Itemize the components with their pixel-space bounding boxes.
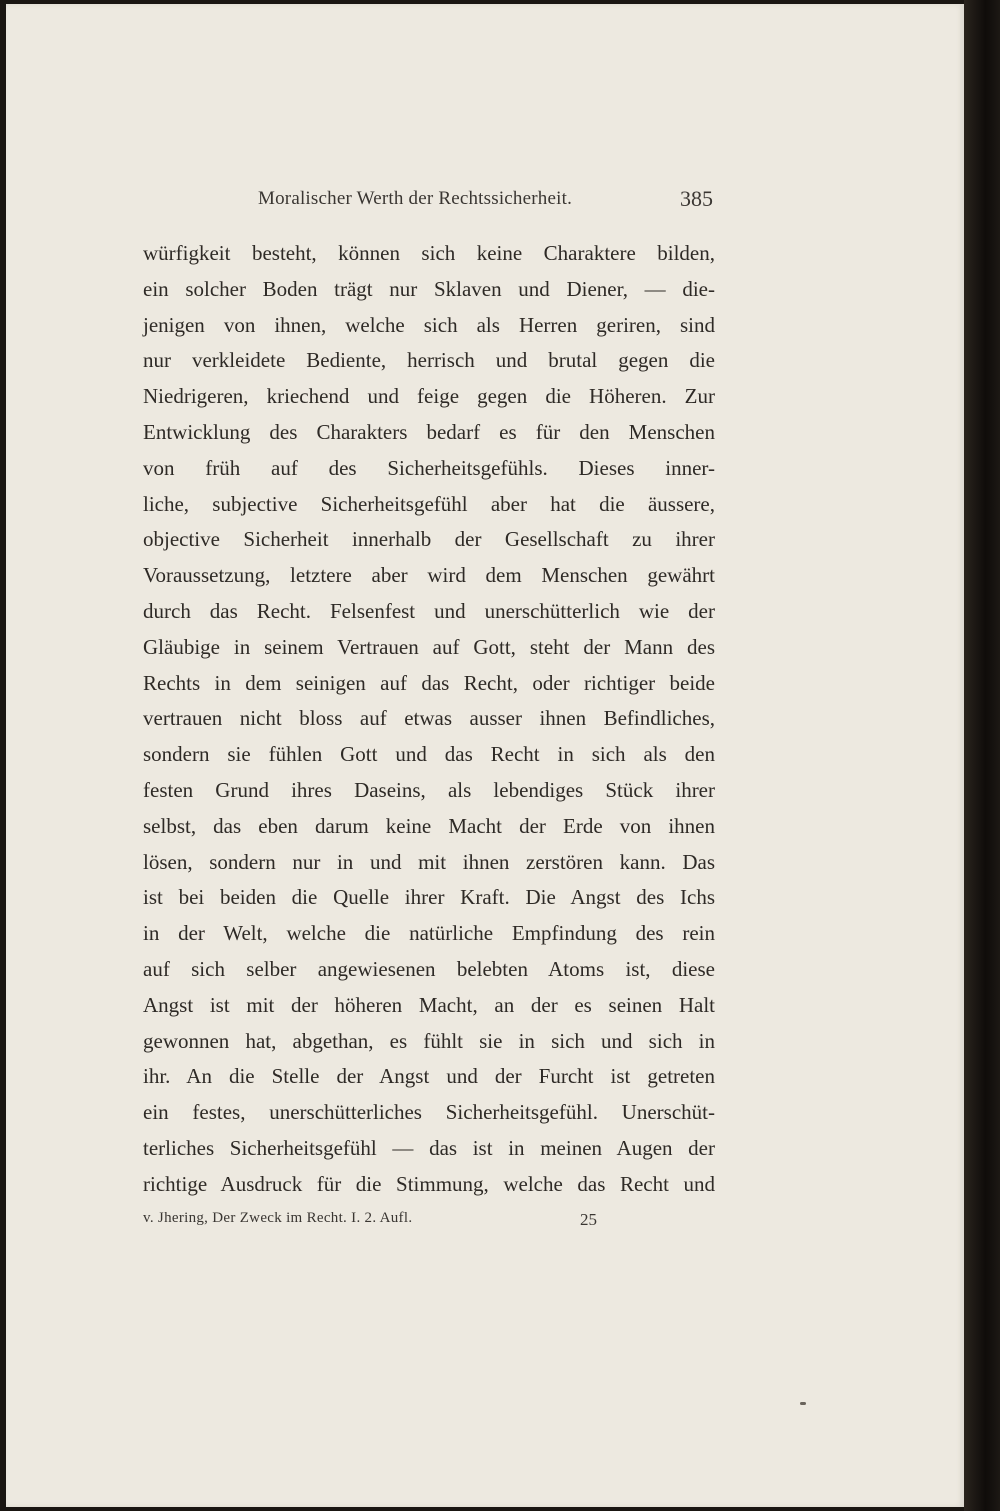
text-line: ein festes, unerschütterliches Sicherheitsgefühl. Unerschüt- (143, 1100, 715, 1125)
text-line: Angst ist mit der höheren Macht, an der es seinen Halt (143, 992, 715, 1017)
text-line: festen Grund ihres Daseins, als lebendiges Stück ihrer (143, 777, 715, 802)
text-line: ist bei beiden die Quelle ihrer Kraft. Die Angst des Ichs (143, 885, 715, 910)
text-line: liche, subjective Sicherheitsgefühl aber hat die äussere, (143, 491, 715, 516)
text-line: Rechts in dem seinigen auf das Recht, oder richtiger beide (143, 670, 715, 695)
page-number: 385 (680, 186, 713, 211)
text-line: würfigkeit besteht, können sich keine Charaktere bilden, (143, 241, 715, 265)
text-line: Voraussetzung, letztere aber wird dem Menschen gewährt (143, 563, 715, 588)
text-line: ein solcher Boden trägt nur Sklaven und Diener, — die- (143, 276, 715, 301)
text-line: richtige Ausdruck für die Stimmung, welche das Recht und (143, 1171, 715, 1196)
text-line: terliches Sicherheitsgefühl — das ist in meinen Augen der (143, 1135, 715, 1160)
text-line: in der Welt, welche die natürliche Empfindung des rein (143, 921, 715, 946)
text-line: Gläubige in seinem Vertrauen auf Gott, steht der Mann des (143, 634, 715, 659)
text-line: lösen, sondern nur in und mit ihnen zerstören kann. Das (143, 849, 715, 874)
text-line: selbst, das eben darum keine Macht der Erde von ihnen (143, 813, 715, 838)
text-line: sondern sie fühlen Gott und das Recht in sich als den (143, 742, 715, 767)
footer-reference: v. Jhering, Der Zweck im Recht. I. 2. Aufl. (143, 1210, 413, 1226)
text-line: vertrauen nicht bloss auf etwas ausser ihnen Befindliches, (143, 706, 715, 731)
text-line: jenigen von ihnen, welche sich als Herren geriren, sind (143, 312, 715, 337)
text-line: durch das Recht. Felsenfest und unerschütterlich wie der (143, 598, 715, 623)
signature-mark: 25 (580, 1210, 597, 1229)
text-line: gewonnen hat, abgethan, es fühlt sie in sich und sich in (143, 1028, 715, 1053)
text-line: objective Sicherheit innerhalb der Gesellschaft zu ihrer (143, 527, 715, 552)
text-line: Niedrigeren, kriechend und feige gegen die Höheren. Zur (143, 384, 715, 409)
paper-speck (800, 1402, 806, 1405)
text-line: von früh auf des Sicherheitsgefühls. Dieses inner- (143, 455, 715, 480)
body-text (143, 236, 715, 1203)
running-title: Moralischer Werth der Rechtssicherheit. (258, 188, 573, 209)
text-line: nur verkleidete Bediente, herrisch und brutal gegen die (143, 348, 715, 373)
page-footer (0, 1210, 1000, 1234)
page-edge-shadow (964, 0, 1000, 1511)
text-line: auf sich selber angewiesenen belebten Atoms ist, diese (143, 956, 715, 981)
text-line: Entwicklung des Charakters bedarf es für den Menschen (143, 419, 715, 444)
text-line: ihr. An die Stelle der Angst und der Furcht ist getreten (143, 1064, 715, 1089)
page-header (0, 186, 1000, 216)
